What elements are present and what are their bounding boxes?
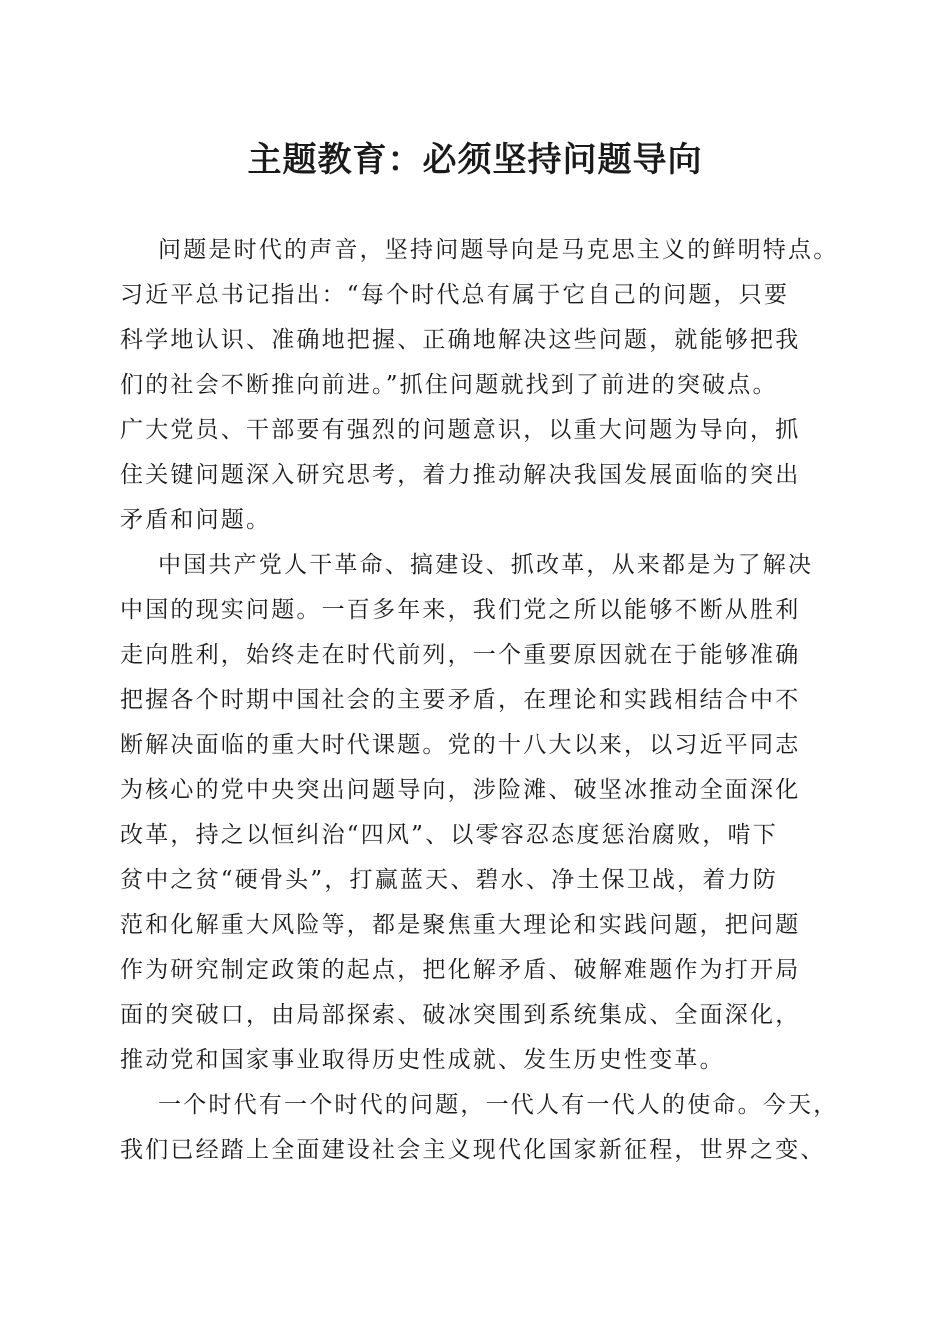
paragraph-line: 习近平总书记指出：“每个时代总有属于它自己的问题，只要 — [120, 282, 790, 308]
paragraph-3 — [120, 1085, 840, 1170]
paragraph-line: 贫中之贫“硬骨头”，打赢蓝天、碧水、净土保卫战，着力防 — [120, 867, 778, 893]
paragraph-line: 把握各个时期中国社会的主要矛盾，在理论和实践相结合中不 — [120, 687, 801, 713]
paragraph-line: 中国的现实问题。一百多年来，我们党之所以能够不断从胜利 — [120, 597, 801, 623]
paragraph-line: 我们已经踏上全面建设社会主义现代化国家新征程，世界之变、 — [120, 1137, 826, 1163]
document-title: 主题教育：必须坚持问题导向 — [247, 140, 703, 180]
paragraph-line: 一个时代有一个时代的问题，一代人有一代人的使命。今天， — [158, 1092, 839, 1118]
paragraph-line: 作为研究制定政策的起点，把化解矛盾、破解难题作为打开局 — [120, 957, 801, 983]
paragraph-line: 矛盾和问题。 — [120, 507, 272, 533]
paragraph-1 — [120, 230, 840, 540]
paragraph-line: 范和化解重大风险等，都是聚焦重大理论和实践问题，把问题 — [120, 912, 801, 938]
paragraph-line: 推动党和国家事业取得历史性成就、发生历史性变革。 — [120, 1047, 725, 1073]
paragraph-line: 住关键问题深入研究思考，着力推动解决我国发展面临的突出 — [120, 462, 801, 488]
paragraph-line: 们的社会不断推向前进。”抓住问题就找到了前进的突破点。 — [120, 372, 778, 398]
paragraph-line: 断解决面临的重大时代课题。党的十八大以来，以习近平同志 — [120, 732, 801, 758]
document-body — [120, 230, 840, 1175]
paragraph-line: 走向胜利，始终走在时代前列，一个重要原因就在于能够准确 — [120, 642, 801, 668]
paragraph-line: 面的突破口，由局部探索、破冰突围到系统集成、全面深化， — [120, 1002, 801, 1028]
paragraph-line: 科学地认识、准确地把握、正确地解决这些问题，就能够把我 — [120, 327, 801, 353]
paragraph-line: 为核心的党中央突出问题导向，涉险滩、破坚冰推动全面深化 — [120, 777, 801, 803]
paragraph-line: 改革，持之以恒纠治“四风”、以零容忍态度惩治腐败，啃下 — [120, 822, 778, 848]
paragraph-line: 广大党员、干部要有强烈的问题意识，以重大问题为导向，抓 — [120, 417, 801, 443]
paragraph-2 — [120, 545, 840, 1080]
paragraph-line: 问题是时代的声音，坚持问题导向是马克思主义的鲜明特点。 — [158, 237, 839, 263]
paragraph-line: 中国共产党人干革命、搞建设、抓改革，从来都是为了解决 — [158, 552, 814, 578]
